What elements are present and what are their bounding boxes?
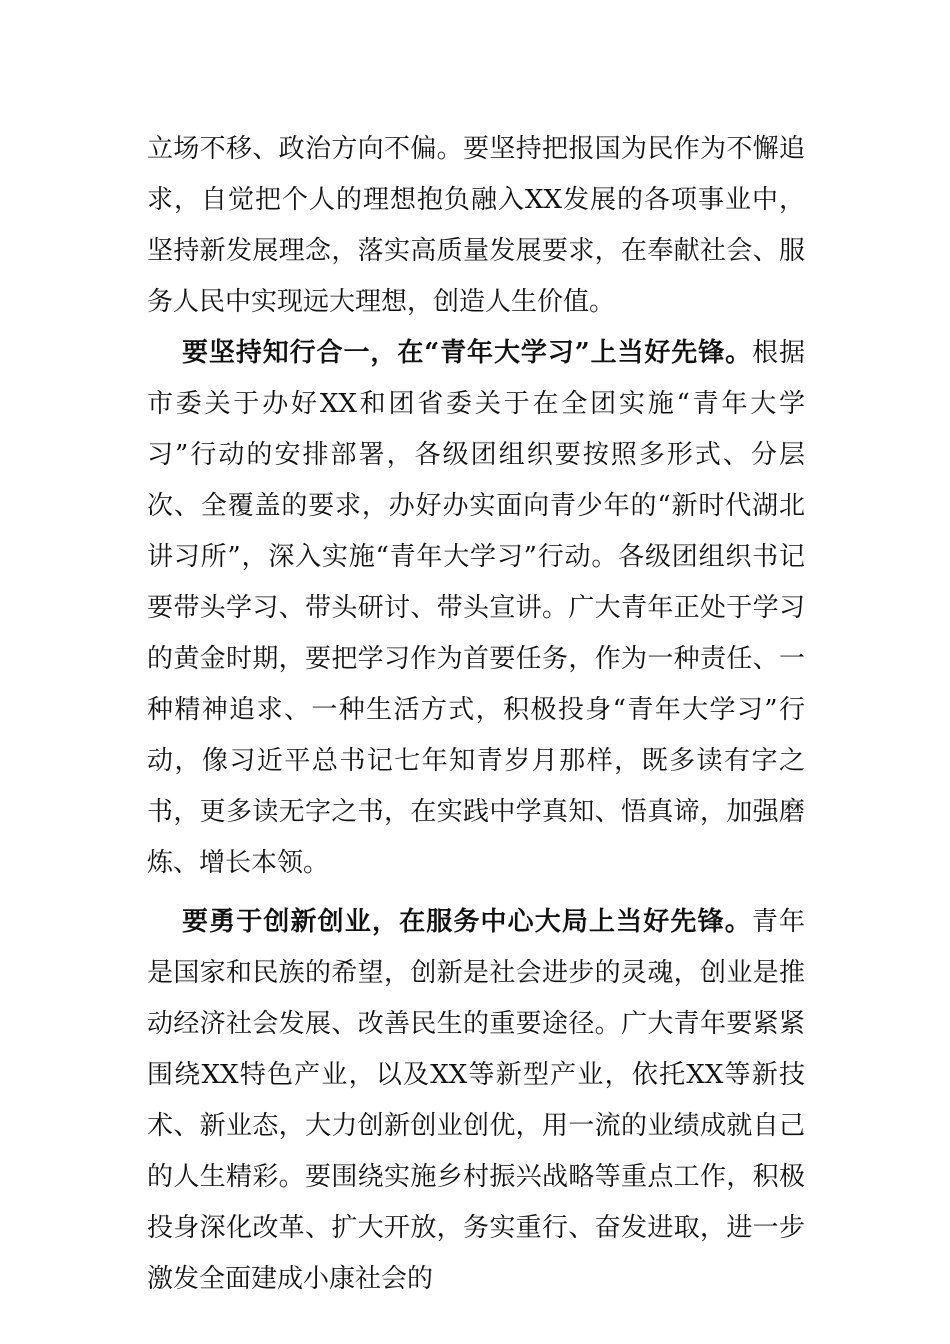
paragraph-3-heading: 要勇于创新创业，在服务中心大局上当好先锋。 [182, 907, 752, 937]
paragraph-2 [147, 328, 805, 889]
paragraph-3 [147, 897, 805, 1305]
paragraph-2-text: 根据市委关于办好XX和团省委关于在全团实施“青年大学习”行动的安排部署，各级团组织要按照多形式、分层次、全覆盖的要求，办好办实面向青少年的“新时代湖北讲习所”，深入实施“青年大学习”行动。各级团组织书记要带头学习、带头研讨、带头宣讲。广大青年正处于学习的黄金时期，要把学习作为首要任务，作为一种责任、一种精神追求、一种生活方式，积极投身“青年大学习”行动，像习近平总书记七年知青岁月那样，既多读有字之书，更多读无字之书，在实践中学真知、悟真谛，加强磨炼、增长本领。 [147, 338, 805, 878]
paragraph-3-text: 青年是国家和民族的希望，创新是社会进步的灵魂，创业是推动经济社会发展、改善民生的重要途径。广大青年要紧紧围绕XX特色产业，以及XX等新型产业，依托XX等新技术、新业态，大力创新创业创优，用一流的业绩成就自己的人生精彩。要围绕实施乡村振兴战略等重点工作，积极投身深化改革、扩大开放，务实重行、奋发进取，进一步激发全面建成小康社会的 [147, 907, 805, 1294]
paragraph-2-heading: 要坚持知行合一，在“青年大学习”上当好先锋。 [182, 338, 753, 368]
paragraph-1 [147, 124, 805, 328]
document-body [147, 124, 805, 1305]
paragraph-1-text: 立场不移、政治方向不偏。要坚持把报国为民作为不懈追求，自觉把个人的理想抱负融入XX发展的各项事业中，坚持新发展理念，落实高质量发展要求，在奉献社会、服务人民中实现远大理想，创造人生价值。 [147, 134, 805, 317]
